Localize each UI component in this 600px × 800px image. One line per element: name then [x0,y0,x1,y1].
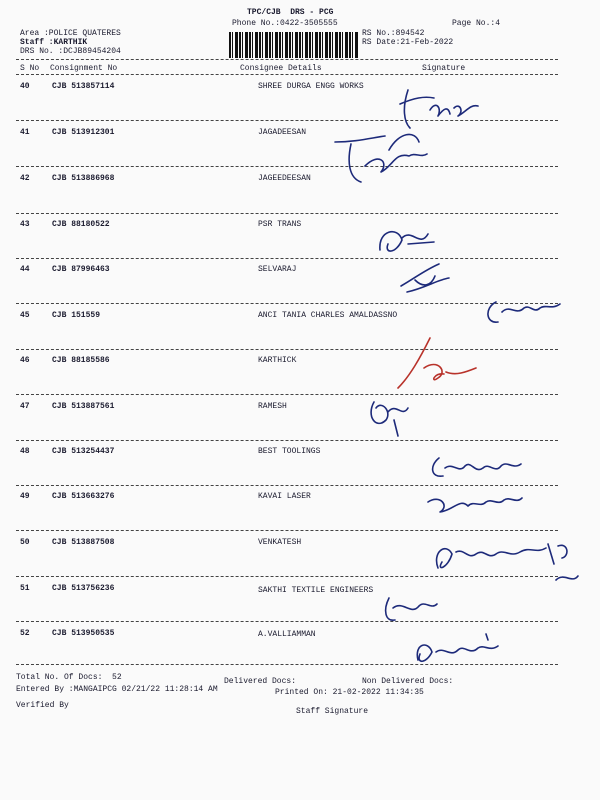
row-divider [16,303,558,304]
entered-by: Entered By :MANGAIPCG 02/21/22 11:28:14 AM [16,685,218,694]
row-divider [16,440,558,441]
area-label: Area :POLICE QUATERES [20,29,121,38]
row-sno: 49 [20,492,30,501]
document-title: TPC/CJB DRS - PCG [247,8,334,17]
row-consignee: VENKATESH [258,538,302,547]
column-header-consignee: Consignee Details [240,64,322,73]
signature-image-45 [478,288,568,334]
row-sno: 52 [20,629,30,638]
signature-image-48 [425,448,535,486]
divider [16,74,558,75]
page-number: Page No.:4 [452,19,501,28]
phone-number: Phone No.:0422-3505555 [232,19,338,28]
rs-number: RS No.:894542 [362,29,425,38]
divider [16,59,558,60]
row-sno: 40 [20,82,30,91]
row-consignment-no: CJB 513887508 [52,538,115,547]
row-sno: 41 [20,128,30,137]
rs-date: RS Date:21-Feb-2022 [362,38,454,47]
drs-number: DRS No. :DCJB89454204 [20,47,121,56]
row-sno: 51 [20,584,30,593]
row-consignee: JAGEEDEESAN [258,174,311,183]
row-consignee: RAMESH [258,402,287,411]
row-consignee: A.VALLIAMMAN [258,630,316,639]
signature-image-49 [420,484,530,524]
row-consignment-no: CJB 513950535 [52,629,115,638]
row-sno: 44 [20,265,30,274]
row-consignee: PSR TRANS [258,220,302,229]
row-sno: 48 [20,447,30,456]
row-sno: 45 [20,311,30,320]
row-sno: 43 [20,220,30,229]
row-divider [16,166,558,167]
row-consignee: SHREE DURGA ENGG WORKS [258,82,364,91]
row-consignment-no: CJB 88185586 [52,356,110,365]
signature-image-43 [372,220,442,260]
row-consignment-no: CJB 513756236 [52,584,115,593]
column-header-sno: S No [20,64,40,73]
non-delivered-docs: Non Delivered Docs: [362,677,454,686]
signature-image-41 [325,122,465,192]
row-sno: 42 [20,174,30,183]
signature-image-47 [362,390,432,440]
row-consignee: KAVAI LASER [258,492,311,501]
barcode [229,32,359,58]
row-consignment-no: CJB 513886968 [52,174,115,183]
column-header-consignment: Consignment No [50,64,118,73]
row-consignment-no: CJB 151559 [52,311,101,320]
staff-signature-label: Staff Signature [296,707,369,716]
row-consignment-no: CJB 513663276 [52,492,115,501]
printed-on: Printed On: 21-02-2022 11:34:35 [275,688,424,697]
row-divider [16,258,558,259]
row-consignee: SELVARAJ [258,265,297,274]
row-sno: 50 [20,538,30,547]
signature-image-51 [375,590,445,630]
signature-image-52 [408,630,518,674]
column-header-signature: Signature [422,64,466,73]
staff-label: Staff :KARTHIK [20,38,88,47]
row-divider [16,621,558,622]
row-consignment-no: CJB 513912301 [52,128,115,137]
row-consignment-no: CJB 88180522 [52,220,110,229]
signature-image-44 [395,258,455,298]
row-consignment-no: CJB 87996463 [52,265,110,274]
total-docs: Total No. Of Docs: 52 [16,673,122,682]
row-consignee: JAGADEESAN [258,128,307,137]
row-consignee: KARTHICK [258,356,297,365]
row-consignee: BEST TOOLINGS [258,447,321,456]
row-consignment-no: CJB 513887561 [52,402,115,411]
row-sno: 47 [20,402,30,411]
row-consignment-no: CJB 513857114 [52,82,115,91]
delivered-docs: Delivered Docs: [224,677,297,686]
row-consignee: ANCI TANIA CHARLES AMALDASSNO [258,311,398,320]
row-sno: 46 [20,356,30,365]
signature-image-46 [390,328,480,394]
row-divider [16,394,558,395]
verified-by: Verified By [16,701,69,710]
row-consignment-no: CJB 513254437 [52,447,115,456]
row-consignee: SAKTHI TEXTILE ENGINEERS [258,586,374,595]
signature-image-50 [428,528,588,596]
row-divider [16,213,558,214]
